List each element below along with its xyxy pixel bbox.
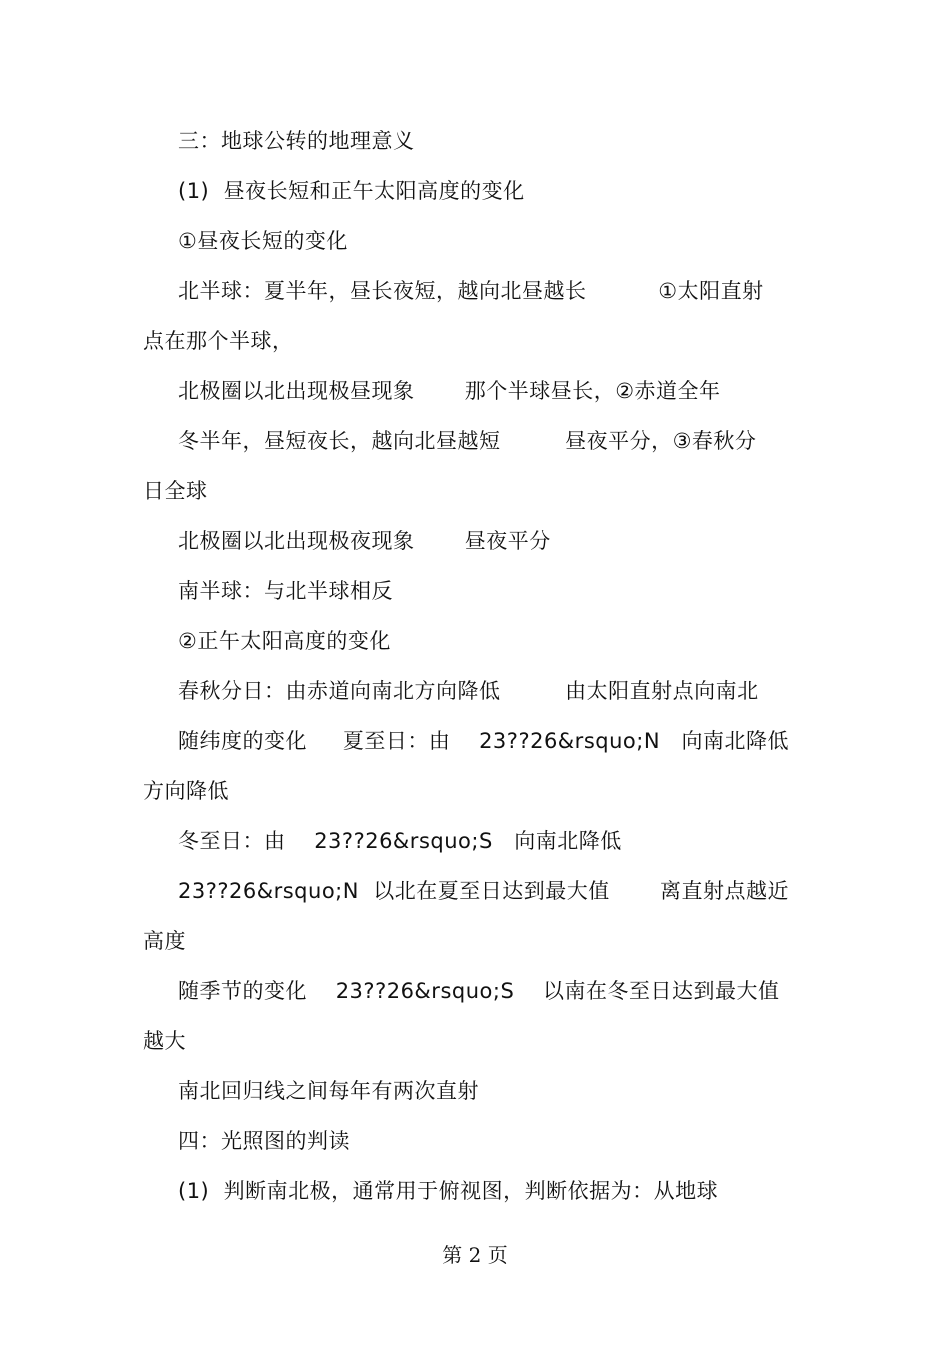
- text-line: 北极圈以北出现极昼现象 那个半球昼长，②赤道全年: [178, 379, 721, 403]
- text-line: 四：光照图的判读: [178, 1129, 350, 1153]
- text-line: 北半球：夏半年，昼长夜短，越向北昼越长 ①太阳直射: [178, 279, 764, 303]
- text-line: 南半球：与北半球相反: [178, 579, 393, 603]
- text-line: (1) 判断南北极，通常用于俯视图，判断依据为：从地球: [178, 1179, 719, 1203]
- text-line: ①昼夜长短的变化: [178, 229, 348, 253]
- text-line: 点在那个半球，: [143, 329, 294, 353]
- text-line: 冬至日：由 23??26&rsquo;S 向南北降低: [178, 829, 622, 853]
- page-number: 第 2 页: [442, 1243, 508, 1267]
- text-line: 随季节的变化 23??26&rsquo;S 以南在冬至日达到最大值: [178, 979, 780, 1003]
- text-line: ②正午太阳高度的变化: [178, 629, 391, 653]
- text-line: 春秋分日：由赤道向南北方向降低 由太阳直射点向南北: [178, 679, 759, 703]
- text-line: 高度: [143, 929, 186, 953]
- text-line: 南北回归线之间每年有两次直射: [178, 1079, 479, 1103]
- text-line: 日全球: [143, 479, 208, 503]
- text-line: 北极圈以北出现极夜现象 昼夜平分: [178, 529, 551, 553]
- text-line: 方向降低: [143, 779, 229, 803]
- text-line: 越大: [143, 1029, 186, 1053]
- text-line: 23??26&rsquo;N 以北在夏至日达到最大值 离直射点越近: [178, 879, 790, 903]
- text-line: 随纬度的变化 夏至日：由 23??26&rsquo;N 向南北降低: [178, 729, 790, 753]
- text-line: 三：地球公转的地理意义: [178, 129, 415, 153]
- text-line: (1) 昼夜长短和正午太阳高度的变化: [178, 179, 525, 203]
- text-line: 冬半年，昼短夜长，越向北昼越短 昼夜平分，③春秋分: [178, 429, 757, 453]
